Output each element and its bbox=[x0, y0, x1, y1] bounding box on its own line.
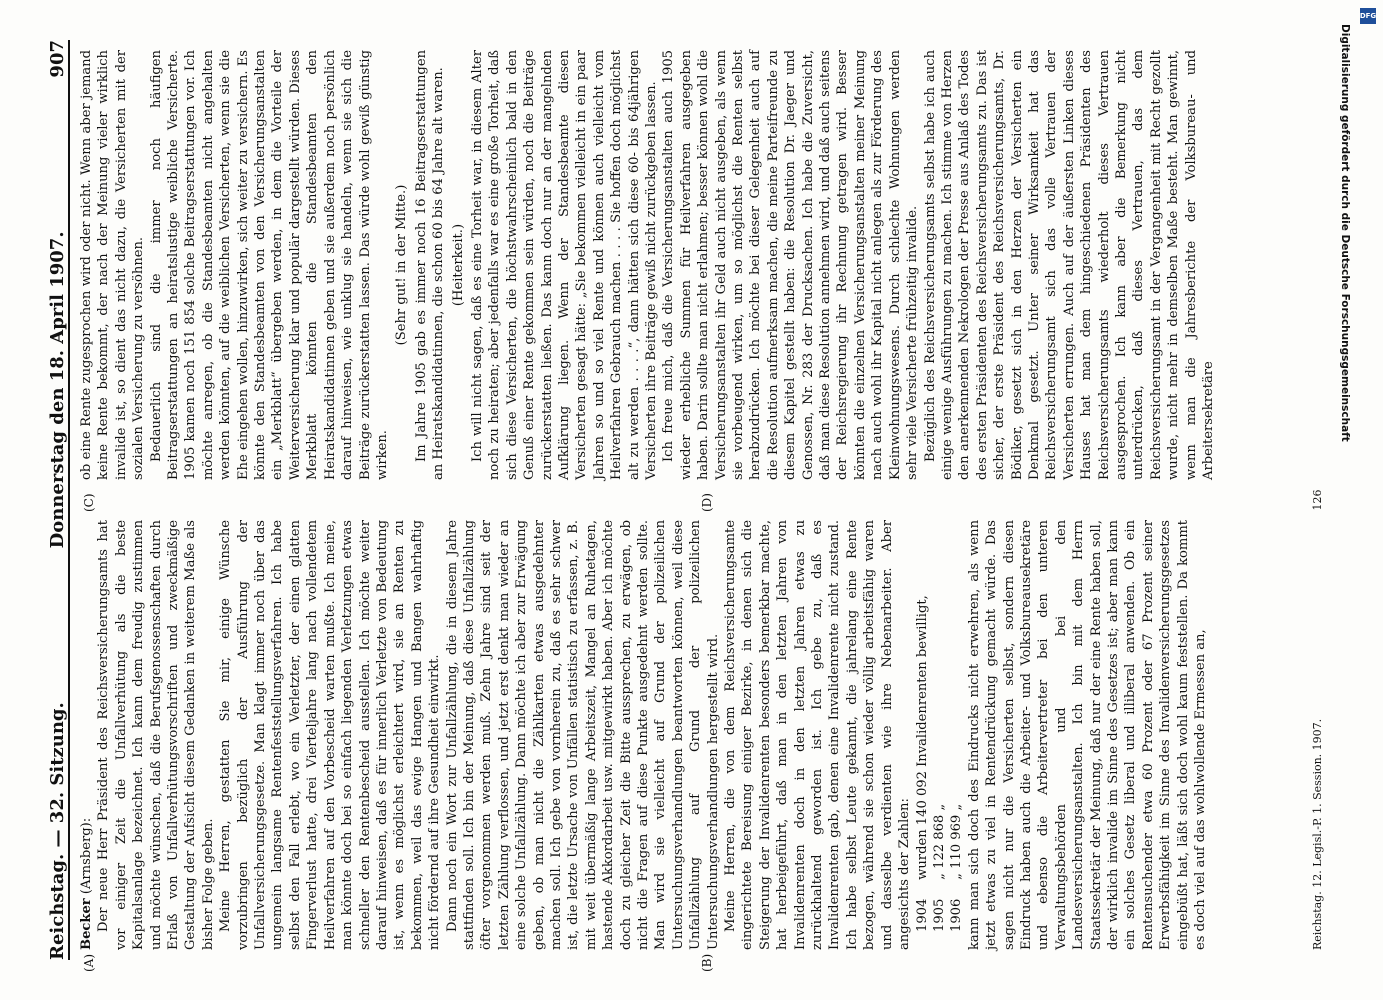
statistics-year: 1905 bbox=[931, 898, 947, 932]
speaker-line bbox=[78, 520, 95, 950]
dfg-logo: DFG bbox=[1360, 8, 1376, 24]
header-left: Reichstag. — 32. Sitzung. bbox=[47, 702, 68, 960]
paragraph: Ich freue mich, daß die Versicherungsanstalten auch 1905 wieder erhebliche Summen für Heilverfahren ausgegeben haben. Darin sollte man nicht erlahmen; besser können wohl die Versicherungsanstalten ihr Geld auch nicht ausgeben, als wenn sie vorbeugend wirken, um so möglichst die Renten selbst herabzudrücken. Ich möchte bei dieser Gelegenheit auch auf die Resolution aufmerksam machen, die meine Parteifreunde zu diesem Kapitel gestellt haben: die Resolution Dr. Jaeger und Genossen, Nr. 283 der Drucksachen. Ich habe die Zuversicht, daß man diese Resolution annehmen wird, und daß auch seitens der Reichsregierung ihr Rechnung getragen wird. Besser könnten die einzelnen Versicherungsanstalten meiner Meinung nach auch wohl ihr Kapital nicht anlegen als zur Förderung des Kleinwohnungswesens. Durch schlechte Wohnungen werden sehr viele Versicherte frühzeitig invalide. bbox=[661, 50, 921, 480]
statistics-year: 1906 bbox=[949, 898, 965, 932]
interjection: (Sehr gut! in der Mitte.) bbox=[394, 184, 410, 346]
speaker-suffix: (Arnsberg): bbox=[79, 817, 94, 895]
speaker-name: Becker bbox=[79, 898, 94, 950]
rotated-page bbox=[20, 20, 1340, 980]
margin-marker-b: (B) bbox=[700, 953, 714, 972]
footer-left: Reichstag. 12. Legisl.-P. 1. Session. 1907. bbox=[1311, 718, 1324, 950]
right-column bbox=[78, 50, 1294, 480]
statistics-text: „ 110 969 „ bbox=[949, 803, 965, 880]
paragraph: ob eine Rente zugesprochen wird oder nicht. Wenn aber jemand keine Rente bekommt, der nach der Meinung vieler wirklich invalide ist, so dient das nicht dazu, die Versicherten mit der sozialen Versicherung zu versöhnen. bbox=[79, 50, 147, 480]
paragraph: Bezüglich des Reichsversicherungsamts selbst habe ich auch einige wenige Ausführungen zu machen. Ich stimme von Herzen den anerkennenden Nekrologen der Presse aus Anlaß des Todes des ersten Präsidenten des Reichsversicherungsamts zu. Das ist sicher, der erste Präsident des Reichsversicherungsamts, Dr. Bödiker, gesetzt sich in den Herzen der Versicherten ein Denkmal gesetzt. Unter seiner Wirksamkeit hat das Reichsversicherungsamt sich das volle Vertrauen der Versicherten errungen. Auch auf der äußersten Linken dieses Hauses hat man dem hingeschiedenen Präsidenten des Reichsversicherungsamts wiederholt dieses Vertrauen ausgesprochen. Ich kann aber die Bemerkung nicht unterdrücken, daß dieses Vertrauen, das dem Reichsversicherungsamt in der Vergangenheit mit Recht gezollt wurde, nicht mehr in demselben Maße besteht. Man gewinnt, wenn man die Jahresberichte der Volksbureau- und Arbeitersekretäre bbox=[922, 50, 1216, 480]
paragraph: Im Jahre 1905 gab es immer noch 16 Beitragserstattungen an Heiratskandidatinnen, die schon 60 bis 64 Jahre alt waren. bbox=[413, 50, 447, 480]
page-footer bbox=[1311, 50, 1324, 950]
paragraph: Meine Herren, die von dem Reichsversicherungsamte eingerichtete Bereisung einiger Bezirke, in denen sich die Steigerung der Invalidenrenten besonders bemerkbar machte, hat herbeigeführt, daß man in den letzten Jahren von Invalidenrenten doch in den letzten Jahren etwas zu zurückhaltend geworden ist. Ich gebe zu, daß es Invalidenrenten gab, denen eine Invalidenrente nicht zustand. Ich habe selbst Leute gekannt, die jahrelang eine Rente bezogen, während sie schon wieder völlig arbeitsfähig waren und dasselbe verdienten wie ihre Nebenarbeiter. Aber angesichts der Zahlen: bbox=[723, 520, 913, 950]
paragraph: kann man sich doch des Eindrucks nicht erwehren, als wenn jetzt etwas zu viel in Rentendrückung gemacht würde. Das sagen nicht nur die Versicherten selbst, sondern diesen Eindruck haben auch die Arbeiter- und Volksbureausekretäre und ebenso die Arbeitervertreter bei den unteren Verwaltungsbehörden und bei den Landesversicherungsanstalten. Ich bin mit dem Herrn Staatssekretär der Meinung, daß nur der eine Rente haben soll, der wirklich invalide im Sinne des Gesetzes ist; aber man kann ein solches Gesetz liberal und illiberal anwenden. Ob ein Rentensuchender etwa 60 Prozent oder 67 Prozent seiner Erwerbsfähigkeit im Sinne des Invalidenversicherungsgesetzes eingebüßt hat, läßt sich doch wohl kaum feststellen. Da kommt es doch viel auf das wohlwollende Ermessen an, bbox=[966, 520, 1208, 950]
margin-marker-c: (C) bbox=[82, 493, 96, 512]
footer-sheet-number: 126 bbox=[1311, 489, 1324, 511]
paragraph: Der neue Herr Präsident des Reichsversicherungsamts hat vor einiger Zeit die Unfallverhütung als die beste Kapitalsanlage bezeichnet. Ich kann dem freudig zustimmen und möchte wünschen, daß die Berufsgenossenschaften durch Erlaß von Unfallverhütungsvorschriften und zweckmäßige Gestaltung der Aufsicht diesem Gedanken in weiterem Maße als bisher Folge geben. bbox=[96, 520, 216, 950]
paragraph: Bedauerlich sind die immer noch häufigen Beitragserstattungen an heiratslustige weibliche Versicherte. 1905 kamen noch 151 854 solche Beitragserstattungen vor. Ich möchte anregen, ob die Standesbeamten nicht angehalten werden könnten, auf die weiblichen Versicherten, wenn sie die Ehe eingehen wollen, hinzuwirken, sich weiter zu versichern. Es könnte den Standesbeamten von den Versicherungsanstalten ein „Merkblatt“ übergeben werden, in dem die Vorteile der Weiterversicherung klar und populär dargestellt würden. Dieses Merkblatt könnten die Standesbeamten den Heiratskandidatinnen geben und sie außerdem noch persönlich darauf hinweisen, wie unklug sie handeln, wenn sie sich die Beiträge zurückerstatten lassen. Das würde wohl gewiß günstig wirken. bbox=[148, 50, 390, 480]
statistics-year: 1904 bbox=[914, 898, 930, 932]
header-page-number: 907 bbox=[47, 40, 68, 78]
interjection: (Heiterkeit.) bbox=[450, 223, 466, 307]
digitization-note: Digitalisierung gefördert durch die Deutsche Forschungsgemeinschaft bbox=[1339, 24, 1351, 442]
paragraph: Dann noch ein Wort zur Unfallzählung, die in diesem Jahre stattfinden soll. Ich bin der Meinung, daß diese Unfallzählung öfter vorgenommen werden muß. Zehn Jahre sind seit der letzten Zählung verflossen, und jetzt erst denkt man wieder an eine solche Unfallzählung. Dann möchte ich aber zur Erwägung geben, ob man nicht die Zählkarten etwas ausgedehnter machen soll. Ich gebe von vornherein zu, daß es sehr schwer ist, die letzte Ursache von Unfällen statistisch zu erfassen, z. B. mit weit übermäßig lange Arbeitszeit, Mangel an Ruhetagen, hastende Akkordarbeit usw. mitgewirkt haben. Aber ich möchte doch zu gleicher Zeit die Bitte aussprechen, zu erwägen, ob nicht die Fragen auf diese Punkte ausgedehnt werden sollte. Man wird sie vielleicht auf Grund der polizeilichen Untersuchungsverhandlungen beantworten können, weil diese Unfallzählung auf Grund der polizeilichen Untersuchungsverhandlungen hergestellt wird. bbox=[444, 520, 721, 950]
statistics-text: „ 122 868 „ bbox=[931, 803, 947, 880]
statistics-row bbox=[914, 520, 931, 950]
statistics-row bbox=[931, 520, 948, 950]
paragraph: Meine Herren, gestatten Sie mir, einige Wünsche vorzubringen bezüglich der Ausführung der Unfallversicherungsgesetze. Man klagt immer noch über das ungemein langsame Rentenfeststellungsverfahren. Ich habe selbst den Fall erlebt, wo ein Verletzter, der einen glatten Fingerverlust hatte, drei Vierteljahre lang nach vollendetem Heilverfahren auf den Vorbescheid warten mußte. Ich meine, man könnte doch bei so einfach liegenden Verletzungen etwas schneller den Rentenbescheid ausstellen. Ich möchte weiter darauf hinweisen, daß es für innerlich Verletzte von Bedeutung ist, wenn es möglichst erleichtert wird, sie an Renten zu bekommen, weil das ewige Hangen und Bangen wahrhaftig nicht fördernd auf ihre Gesundheit einwirkt. bbox=[218, 520, 443, 950]
margin-marker-a: (A) bbox=[82, 953, 96, 972]
header-date: Donnerstag den 18. April 1907. bbox=[47, 231, 68, 549]
margin-marker-d: (D) bbox=[700, 493, 714, 512]
paragraph: Ich will nicht sagen, daß es eine Torheit war, in diesem Alter noch zu heiraten; aber jedenfalls war es eine große Torheit, daß sich diese Versicherten, die höchstwahrscheinlich bald in den Genuß einer Rente gekommen sein würden, noch die Beiträge zurückerstatten ließen. Das kann doch nur an der mangelnden Aufklärung liegen. Wenn der Standesbeamte diesen Versicherten gesagt hätte: „Sie bekommen vielleicht in ein paar Jahren so und so viel Rente und können auch vielleicht vom Heilverfahren Gebrauch machen . . . . Sie hoffen doch möglichst alt zu werden . . . .“, dann hätten sich diese 60- bis 64jährigen Versicherten ihre Beiträge gewiß nicht zurückgeben lassen. bbox=[469, 50, 659, 480]
left-column bbox=[78, 520, 1294, 950]
statistics-row bbox=[948, 520, 965, 950]
statistics-text: wurden 140 092 Invalidenrenten bewilligt, bbox=[914, 595, 930, 880]
page-header bbox=[34, 40, 70, 960]
